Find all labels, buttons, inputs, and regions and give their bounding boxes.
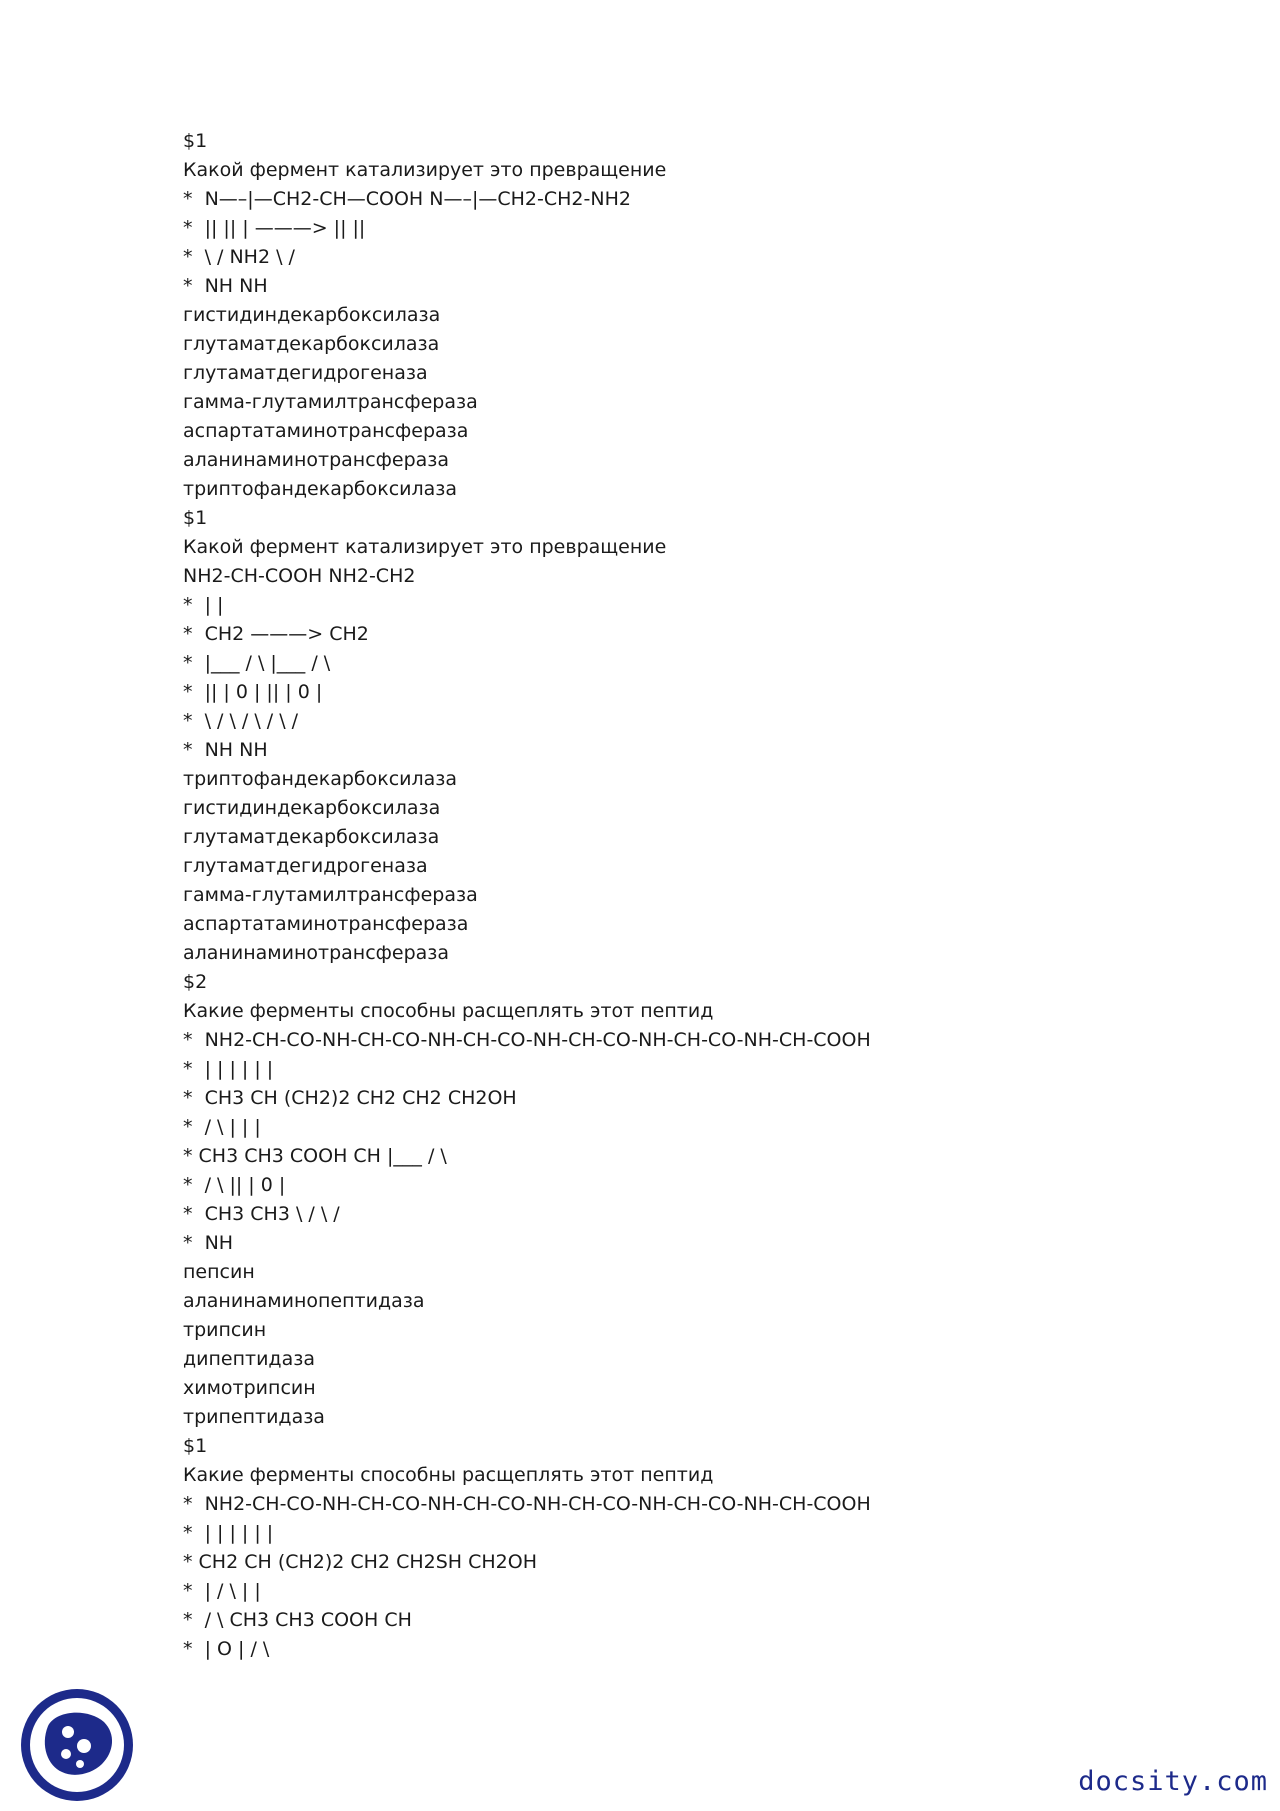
text-line: * | | | | | | xyxy=(183,1058,274,1080)
text-line: пепсин xyxy=(183,1261,255,1283)
text-line: триптофандекарбоксилаза xyxy=(183,768,458,790)
text-line: трипсин xyxy=(183,1319,267,1341)
text-line: * NH2-CH-CO-NH-CH-CO-NH-CH-CO-NH-CH-CO-NH-CH-CO-NH-CH-COOH xyxy=(183,1029,871,1051)
text-line: * | | | | | | xyxy=(183,1522,274,1544)
text-line: глутаматдекарбоксилаза xyxy=(183,333,440,355)
text-line: Какие ферменты способны расщеплять этот пептид xyxy=(183,1464,714,1486)
text-line: Какой фермент катализирует это превращение xyxy=(183,536,667,558)
text-line: триптофандекарбоксилаза xyxy=(183,478,458,500)
text-line: * \ / NH2 \ / xyxy=(183,246,295,268)
text-line: * || | 0 | || | 0 | xyxy=(183,681,323,703)
text-line: гистидиндекарбоксилаза xyxy=(183,304,441,326)
text-line: глутаматдегидрогеназа xyxy=(183,855,428,877)
text-line: * | / \ | | xyxy=(183,1580,261,1602)
text-line: * CH2 ———> CH2 xyxy=(183,623,369,645)
text-line: * CH2 CH (CH2)2 CH2 CH2SH CH2OH xyxy=(183,1551,538,1573)
text-line: * \ / \ / \ / \ / xyxy=(183,710,299,732)
text-line: * NH NH xyxy=(183,275,268,297)
text-line: * CH3 CH3 COOH CH |___ / \ xyxy=(183,1145,447,1167)
text-line: * |___ / \ |___ / \ xyxy=(183,652,331,674)
text-line: Какой фермент катализирует это превращение xyxy=(183,159,667,181)
text-line: * || || | ———> || || xyxy=(183,217,366,239)
text-line: трипептидаза xyxy=(183,1406,325,1428)
text-line: * NH2-CH-CO-NH-CH-CO-NH-CH-CO-NH-CH-CO-NH-CH-CO-NH-CH-COOH xyxy=(183,1493,871,1515)
text-line: глутаматдекарбоксилаза xyxy=(183,826,440,848)
text-line: * | | xyxy=(183,594,224,616)
text-line: * NH xyxy=(183,1232,234,1254)
text-line: $2 xyxy=(183,971,208,993)
text-line: * / \ || | 0 | xyxy=(183,1174,286,1196)
text-line: гистидиндекарбоксилаза xyxy=(183,797,441,819)
text-line: $1 xyxy=(183,507,208,529)
text-line: Какие ферменты способны расщеплять этот пептид xyxy=(183,1000,714,1022)
text-line: гамма-глутамилтрансфераза xyxy=(183,391,478,413)
text-line: химотрипсин xyxy=(183,1377,316,1399)
text-line: NH2-CH-COOH NH2-CH2 xyxy=(183,565,416,587)
text-line: $1 xyxy=(183,1435,208,1457)
text-line: аспартатаминотрансфераза xyxy=(183,420,469,442)
document-body xyxy=(183,127,1183,1664)
text-line: * CH3 CH (CH2)2 CH2 CH2 CH2OH xyxy=(183,1087,517,1109)
text-line: * / \ | | | xyxy=(183,1116,261,1138)
text-line: гамма-глутамилтрансфераза xyxy=(183,884,478,906)
text-line: аланинаминотрансфераза xyxy=(183,449,450,471)
text-line: аспартатаминотрансфераза xyxy=(183,913,469,935)
text-line: аланинаминопептидаза xyxy=(183,1290,425,1312)
text-line: * NH NH xyxy=(183,739,268,761)
docsity-watermark: docsity.com xyxy=(1078,1766,1268,1797)
docsity-logo-icon xyxy=(18,1686,136,1804)
text-line: $1 xyxy=(183,130,208,152)
text-line: аланинаминотрансфераза xyxy=(183,942,450,964)
text-line: глутаматдегидрогеназа xyxy=(183,362,428,384)
text-line: * | O | / \ xyxy=(183,1638,270,1660)
text-line: * N—–|—CH2-CH—COOH N—–|—CH2-CH2-NH2 xyxy=(183,188,631,210)
text-line: дипептидаза xyxy=(183,1348,315,1370)
text-line: * CH3 CH3 \ / \ / xyxy=(183,1203,340,1225)
text-line: * / \ CH3 CH3 COOH CH xyxy=(183,1609,412,1631)
